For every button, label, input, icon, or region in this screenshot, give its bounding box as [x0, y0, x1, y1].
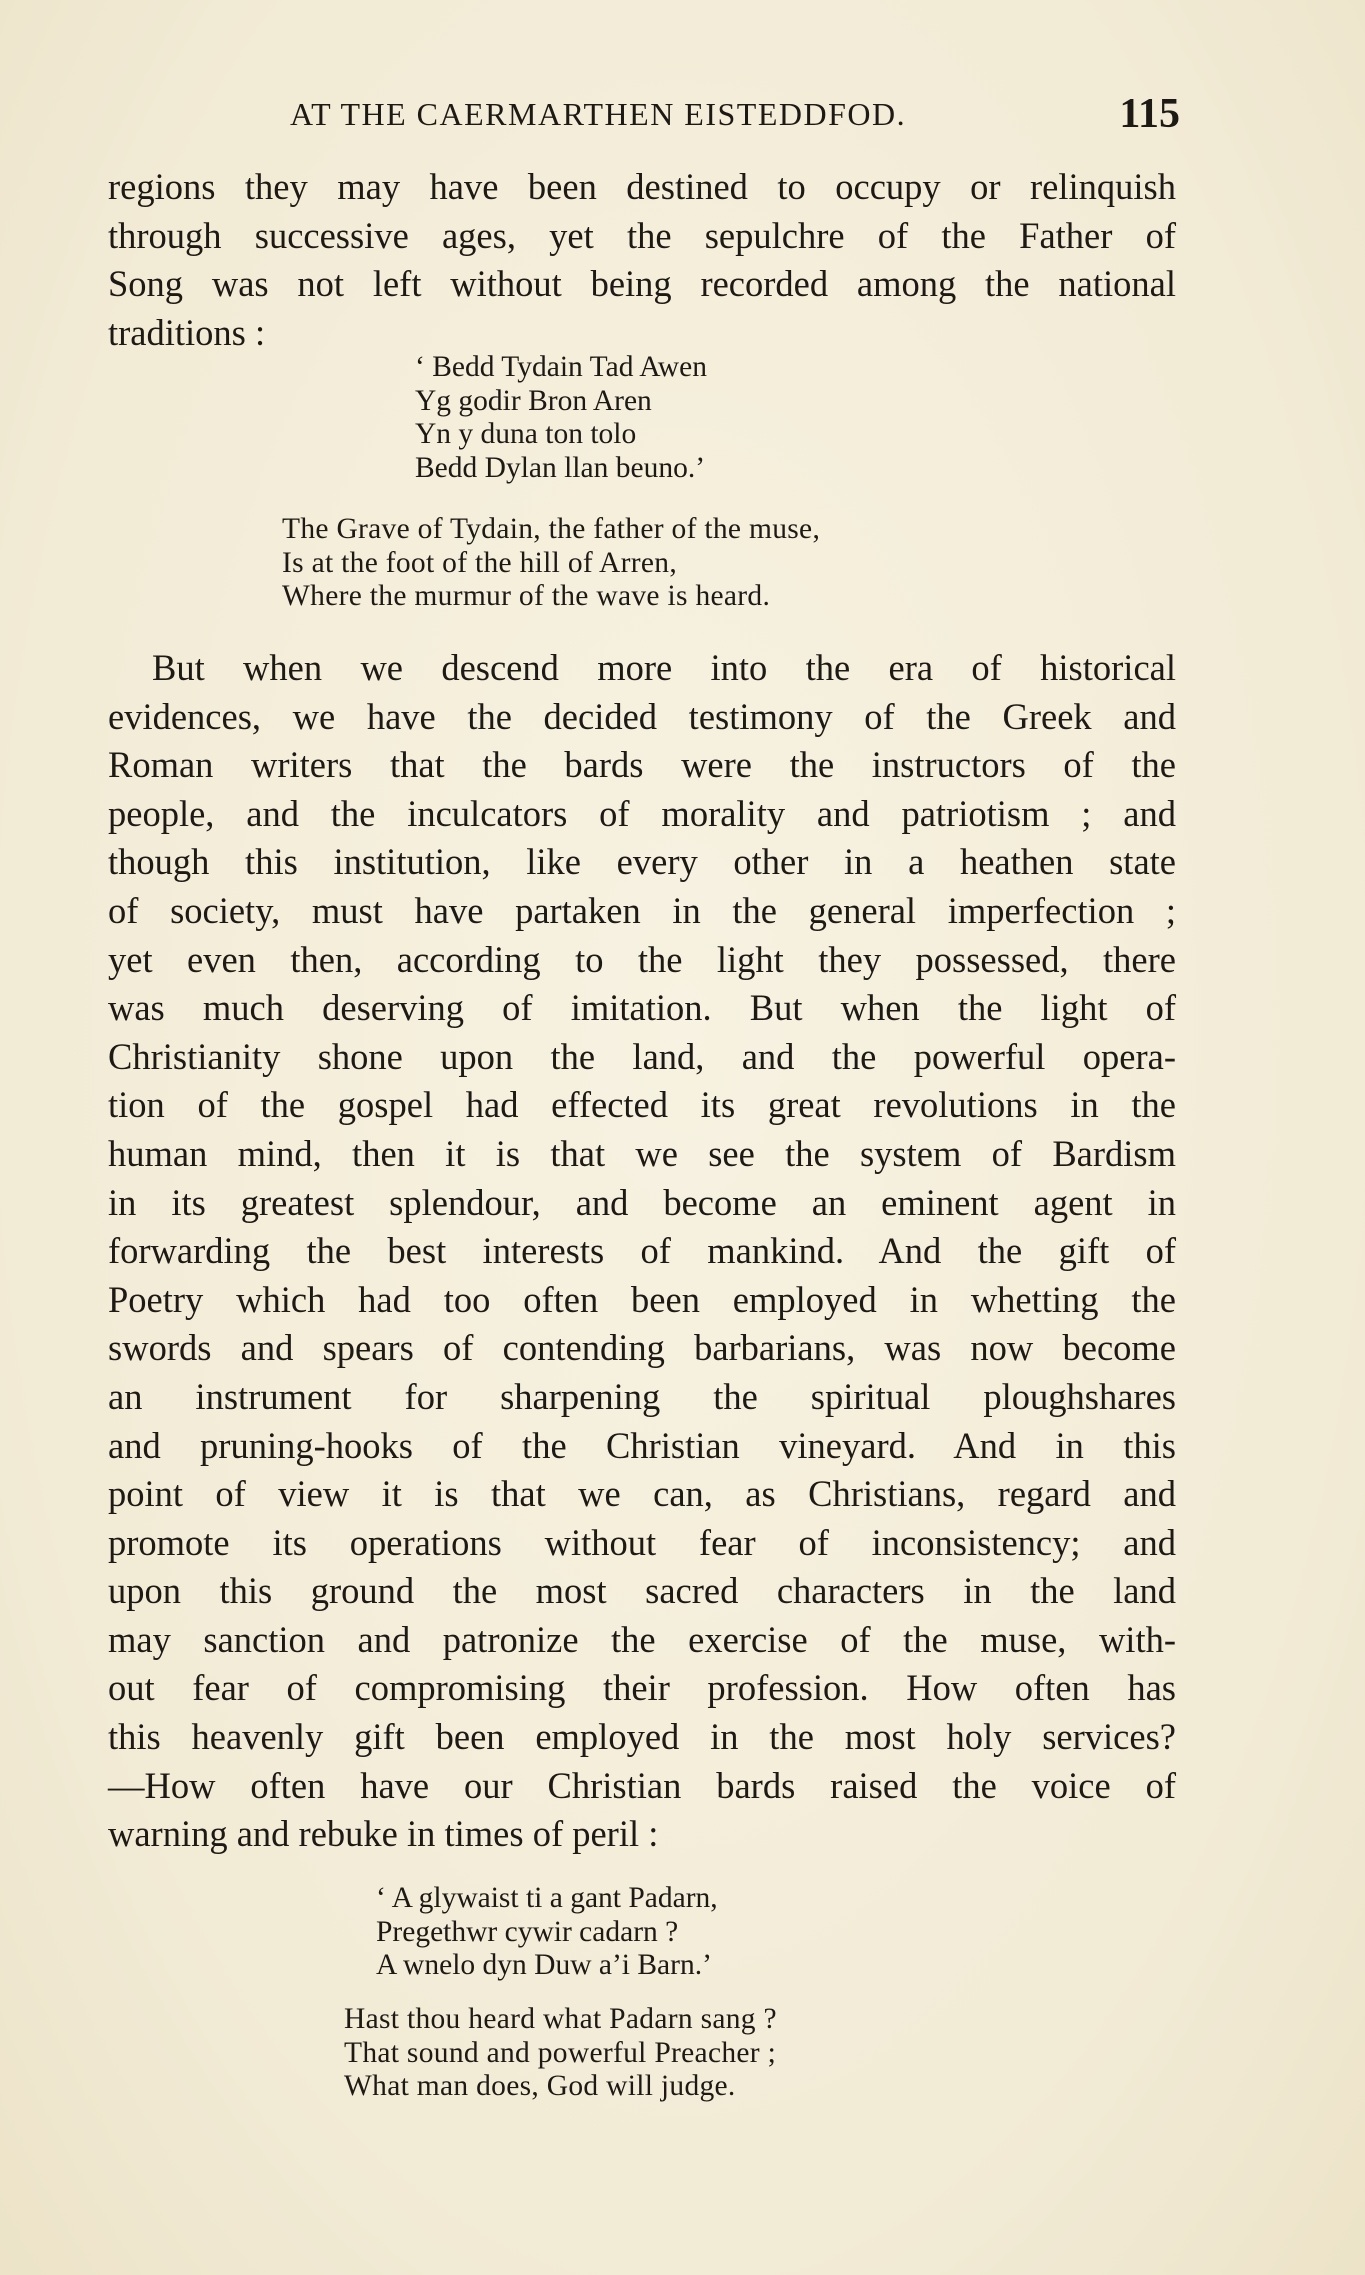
text-line: promote its operations without fear of inconsistency; and: [108, 1521, 1176, 1563]
welsh-verse-1: [415, 351, 707, 485]
text-line: of society, must have partaken in the general imperfection ;: [108, 889, 1176, 931]
page-number: 115: [1119, 91, 1180, 137]
text-line: Song was not left without being recorded among the national: [108, 263, 1176, 305]
running-title: AT THE CAERMARTHEN EISTEDDFOD.: [290, 96, 907, 132]
text-line: yet even then, according to the light they possessed, there: [108, 938, 1176, 980]
verse-line: That sound and powerful Preacher ;: [344, 2036, 777, 2069]
verse-line: Where the murmur of the wave is heard.: [282, 580, 771, 612]
text-line: point of view it is that we can, as Christians, regard and: [108, 1473, 1176, 1515]
text-line: But when we descend more into the era of historical: [152, 647, 1176, 688]
text-line: this heavenly gift been employed in the most holy services?: [108, 1716, 1176, 1758]
running-head: [290, 92, 1180, 142]
text-line: Poetry which had too often been employed in whetting the: [108, 1278, 1176, 1320]
welsh-verse-2: [376, 1882, 718, 1983]
text-line: swords and spears of contending barbarians, was now become: [108, 1327, 1176, 1369]
verse-line: Pregethwr cywir cadarn ?: [376, 1915, 679, 1948]
text-line: upon this ground the most sacred characters in the land: [108, 1570, 1176, 1612]
text-line: —How often have our Christian bards raised the voice of: [108, 1764, 1176, 1806]
text-line: evidences, we have the decided testimony of the Greek and: [108, 695, 1176, 737]
verse-line: ‘ A glywaist ti a gant Padarn,: [376, 1882, 718, 1914]
verse-line: ‘ Bedd Tydain Tad Awen: [415, 351, 707, 383]
english-translation-1: [282, 513, 820, 614]
text-line: out fear of compromising their profession. How often has: [108, 1667, 1176, 1709]
text-line: and pruning-hooks of the Christian vineyard. And in this: [108, 1424, 1176, 1466]
verse-line: A wnelo dyn Duw a’i Barn.’: [376, 1949, 712, 1981]
english-translation-2: [344, 2003, 777, 2104]
text-line: in its greatest splendour, and become an eminent agent in: [108, 1181, 1176, 1223]
text-line: Christianity shone upon the land, and the powerful opera-: [108, 1035, 1176, 1077]
text-line: people, and the inculcators of morality and patriotism ; and: [108, 792, 1176, 834]
text-line: traditions :: [108, 311, 266, 353]
paragraph-2: [108, 644, 1176, 1859]
verse-line: Is at the foot of the hill of Arren,: [282, 546, 678, 579]
paragraph-1: [108, 163, 1176, 357]
text-line: warning and rebuke in times of peril :: [108, 1813, 659, 1855]
text-line: may sanction and patronize the exercise of the muse, with-: [108, 1618, 1176, 1660]
verse-line: Yg godir Bron Aren: [415, 384, 652, 417]
verse-line: The Grave of Tydain, the father of the muse,: [282, 513, 821, 545]
text-line: though this institution, like every other in a heathen state: [108, 841, 1176, 883]
verse-line: Yn y duna ton tolo: [415, 418, 637, 450]
verse-line: Bedd Dylan llan beuno.’: [415, 451, 706, 484]
text-line: forwarding the best interests of mankind. And the gift of: [108, 1230, 1176, 1272]
text-line: regions they may have been destined to occupy or relinquish: [108, 166, 1176, 207]
verse-line: Hast thou heard what Padarn sang ?: [344, 2003, 777, 2035]
verse-line: What man does, God will judge.: [344, 2070, 736, 2102]
text-line: tion of the gospel had effected its great revolutions in the: [108, 1084, 1176, 1126]
text-line: Roman writers that the bards were the instructors of the: [108, 744, 1176, 786]
text-line: was much deserving of imitation. But when the light of: [108, 987, 1176, 1029]
text-line: through successive ages, yet the sepulchre of the Father of: [108, 214, 1176, 256]
text-line: human mind, then it is that we see the system of Bardism: [108, 1132, 1176, 1174]
text-line: an instrument for sharpening the spiritual ploughshares: [108, 1375, 1176, 1417]
